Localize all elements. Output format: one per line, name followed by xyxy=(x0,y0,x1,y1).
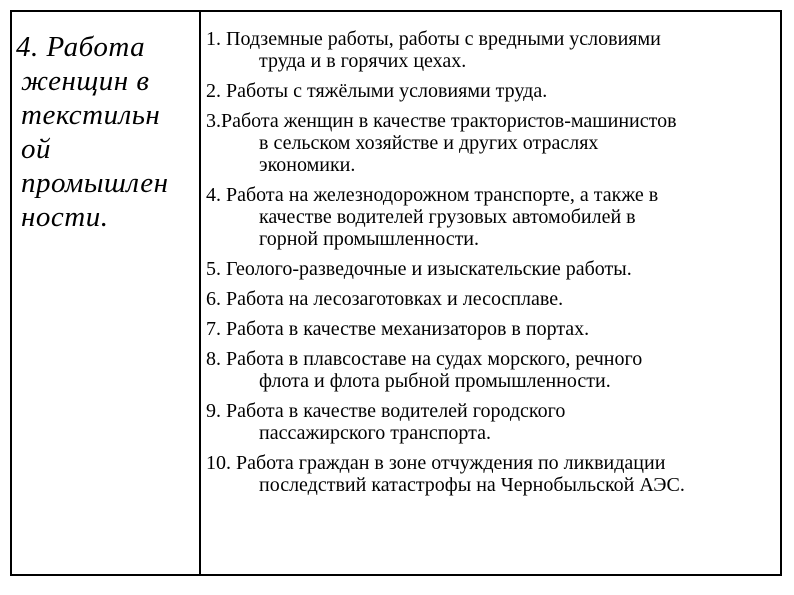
content-table xyxy=(10,10,782,576)
list-item xyxy=(206,28,781,72)
item-line: пассажирского транспорта. xyxy=(259,422,492,444)
item-line: 2. Работы с тяжёлыми условиями труда. xyxy=(206,80,548,102)
list-item xyxy=(206,110,781,176)
item-line: экономики. xyxy=(259,154,356,176)
item-line: 10. Работа граждан в зоне отчуждения по ликвидации xyxy=(206,452,666,474)
column-divider xyxy=(199,12,201,574)
item-line: 5. Геолого-разведочные и изыскательские работы. xyxy=(206,258,632,280)
item-line: труда и в горячих цехах. xyxy=(259,50,467,72)
item-line: флота и флота рыбной промышленности. xyxy=(259,370,611,392)
list-item xyxy=(206,184,781,250)
item-line: последствий катастрофы на Чернобыльской АЭС. xyxy=(259,474,685,496)
list-item xyxy=(206,348,781,392)
category-line: промышлен xyxy=(21,167,169,199)
list-item xyxy=(206,80,781,102)
item-line: горной промышленности. xyxy=(259,228,480,250)
list-item xyxy=(206,400,781,444)
category-line: 4. Работа xyxy=(16,31,146,63)
item-line: в сельском хозяйстве и других отраслях xyxy=(259,132,599,154)
item-line: 8. Работа в плавсоставе на судах морского, речного xyxy=(206,348,643,370)
item-line: 4. Работа на железнодорожном транспорте, а также в xyxy=(206,184,659,206)
item-line: 3.Работа женщин в качестве трактористов-машинистов xyxy=(206,110,677,132)
category-cell xyxy=(16,30,196,234)
item-line: 1. Подземные работы, работы с вредными условиями xyxy=(206,28,661,50)
item-line: 7. Работа в качестве механизаторов в портах. xyxy=(206,318,590,340)
list-item xyxy=(206,258,781,280)
prohibited-work-list xyxy=(206,28,781,496)
category-line: ой xyxy=(21,133,51,165)
list-item xyxy=(206,318,781,340)
list-item xyxy=(206,288,781,310)
category-line: текстильн xyxy=(21,99,161,131)
item-line: качестве водителей грузовых автомобилей в xyxy=(259,206,636,228)
category-line: женщин в xyxy=(21,65,150,97)
item-line: 9. Работа в качестве водителей городского xyxy=(206,400,566,422)
category-line: ности. xyxy=(21,201,109,233)
list-item xyxy=(206,452,781,496)
item-line: 6. Работа на лесозаготовках и лесосплаве. xyxy=(206,288,564,310)
